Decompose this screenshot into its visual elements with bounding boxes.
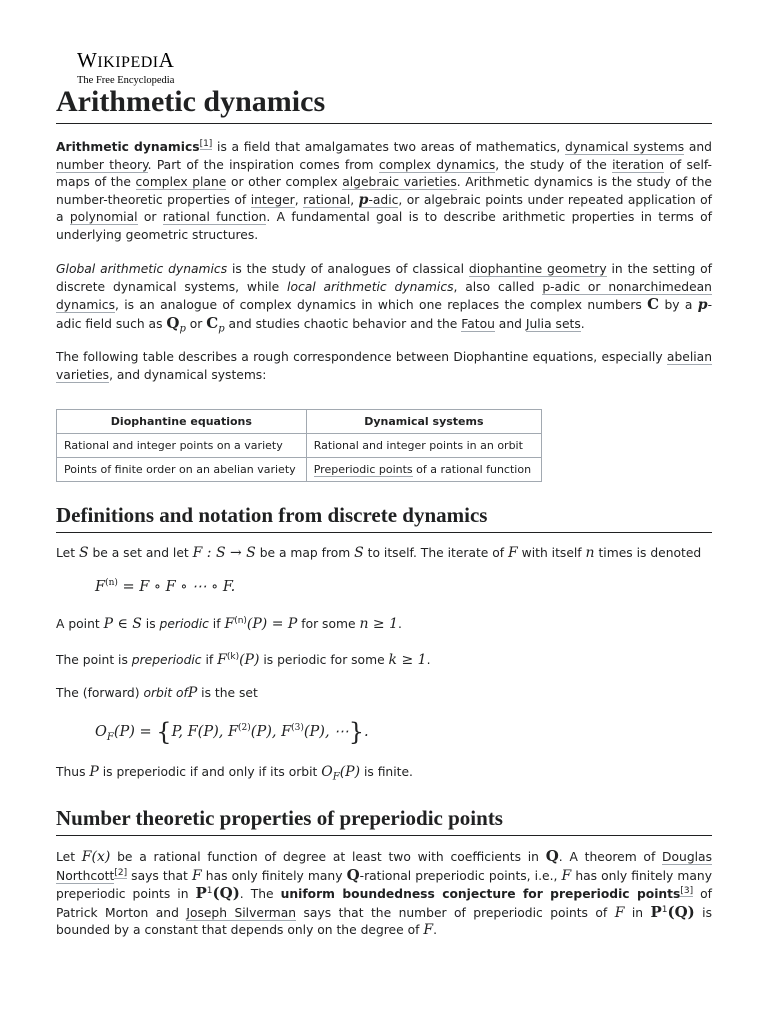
link-p-adic[interactable]: p-adic [358, 191, 399, 208]
link-rational[interactable]: rational [303, 192, 351, 207]
table-cell: Rational and integer points on a variety [57, 434, 307, 458]
link-algebraic-varieties[interactable]: algebraic varieties [342, 175, 457, 190]
definition-line-map: Let S be a set and let F : S → S be a map from S to itself. The iterate of F with itself n times is denoted [56, 545, 702, 561]
link-number-theory[interactable]: number theory [56, 157, 148, 172]
link-p-adic-dynamics[interactable]: p-adic or nonarchimedean dynamics [56, 279, 712, 313]
ref-1-link[interactable]: [1] [199, 138, 213, 149]
definition-line-orbit: The (forward) orbit ofP is the set [56, 685, 258, 701]
equation-orbit: $O_F(P) = \{P$, F(P), $F^{(2)}(P)$, $F^{(3)}(P)$, ⋯}. [95, 718, 369, 746]
table-cell: Points of finite order on an abelian variety [57, 458, 307, 482]
definition-line-finite: Thus P is preperiodic if and only if its orbit $O_F(P)$ is finite. [56, 764, 413, 783]
link-dynamical-systems[interactable]: dynamical systems [565, 140, 685, 154]
correspondence-table [56, 409, 542, 482]
table-header: Dynamical systems [306, 410, 541, 434]
ref-2-link[interactable]: [2] [114, 867, 128, 878]
link-polynomial[interactable]: polynomial [69, 210, 138, 225]
table-row [57, 434, 542, 458]
ref-3-link[interactable]: [3] [680, 886, 694, 897]
number-theoretic-paragraph: Let F(x) be a rational function of degree at least two with coefficients in Q. A theorem of Douglas Northcott[2] says that F has only finitely many Q-rational preperiodic points, i.e., F has only finitely many preperiodic points in $P^1(Q)$. The uniform boundedness conjecture for preperiodic points[3] of Patrick Morton and Joseph Silverman says that the number of preperiodic points of F in $P^1(Q)$ is bounded by a constant that depends only on the degree of F. [56, 847, 712, 939]
logo-tagline: The Free Encyclopedia [77, 75, 175, 86]
definition-line-preperiodic: The point is preperiodic if $F^{(k)}(P)$ is periodic for some k ≥ 1. [56, 651, 431, 668]
table-row [57, 458, 542, 482]
table-cell: Preperiodic points of a rational function [306, 458, 541, 482]
intro-paragraph: Arithmetic dynamics[1] is a field that amalgamates two areas of mathematics, dynamical systems and number theory. Part of the inspiration comes from complex dynamics, the study of the iteration of self-maps of the complex plane or other complex algebraic varieties. Arithmetic dynamics is the study of the number-theoretic properties of integer, rational, p-adic, or algebraic points under repeated application of a polynomial or rational function. A fundamental goal is to describe arithmetic properties in terms of underlying geometric structures. [56, 138, 712, 242]
page-title: Arithmetic dynamics [56, 82, 712, 124]
global-dynamics-paragraph: Global arithmetic dynamics is the study of analogues of classical diophantine geometry in the setting of discrete dynamical systems, while local arithmetic dynamics, also called p-adic or nonarchimedean dynamics, is an analogue of complex dynamics in which one replaces the complex numbers C by a p-adic field such as $Q_p$ or $C_p$ and studies chaotic behavior and the Fatou and Julia sets. [56, 262, 712, 335]
section-heading-number-theoretic: Number theoretic properties of preperiodic points [56, 804, 712, 836]
link-douglas-northcott[interactable]: Douglas Northcott [56, 850, 712, 883]
table-intro-paragraph: The following table describes a rough correspondence between Diophantine equations, especially abelian varieties, and dynamical systems: [56, 350, 712, 382]
link-julia-sets[interactable]: Julia sets [525, 316, 581, 331]
link-fatou[interactable]: Fatou [461, 316, 495, 331]
link-complex-plane[interactable]: complex plane [135, 175, 227, 190]
link-complex-dynamics[interactable]: complex dynamics [378, 157, 496, 172]
link-integer[interactable]: integer [250, 192, 295, 207]
table-cell: Rational and integer points in an orbit [306, 434, 541, 458]
link-abelian-varieties[interactable]: abelian varieties [56, 350, 712, 382]
section-heading-definitions: Definitions and notation from discrete dynamics [56, 501, 712, 533]
definition-line-periodic: A point P ∈ S is periodic if $F^{(n)}(P) = P$ for some n ≥ 1. [56, 615, 402, 632]
link-preperiodic-points[interactable]: Preperiodic points [313, 463, 413, 476]
equation-iterate: $F^{(n)} = F$ ∘ F ∘ ⋯ ∘ F. [95, 578, 236, 595]
table-header: Diophantine equations [57, 410, 307, 434]
table-header-row [57, 410, 542, 434]
link-rational-function[interactable]: rational function [162, 210, 267, 225]
link-diophantine-geometry[interactable]: diophantine geometry [468, 262, 607, 276]
link-iteration[interactable]: iteration [612, 157, 665, 172]
logo-wordmark: WIKIPEDIA [77, 48, 175, 72]
link-joseph-silverman[interactable]: Joseph Silverman [186, 905, 297, 920]
